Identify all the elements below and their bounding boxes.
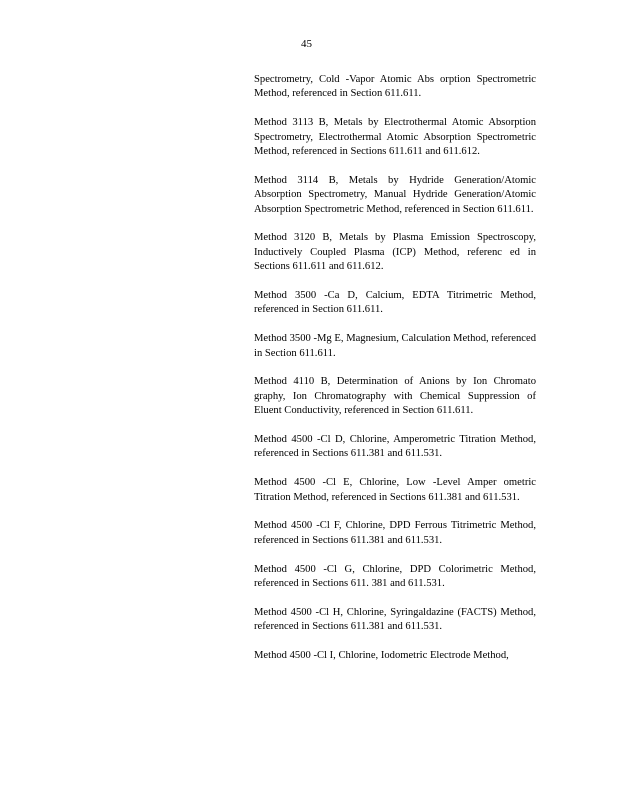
paragraph-method-4500-cl-d: Method 4500 -Cl D, Chlorine, Amperometric Titration Method, referenced in Sections 611.381 and 611.531. [254,434,536,460]
paragraph-method-4500-cl-g: Method 4500 -Cl G, Chlorine, DPD Colorimetric Method, referenced in Sections 611. 381 and 611.531. [254,563,536,590]
paragraph-method-3500-mg-e: Method 3500 -Mg E, Magnesium, Calculation Method, referenced in Section 611.611. [254,333,536,359]
document-body [254,73,536,663]
paragraph-method-3114b: Method 3114 B, Metals by Hydride Generation/Atomic Absorption Spectrometry, Manual Hydride Generation/Atomic Absorption Spectrometric Method, referenced in Section 611.611. [254,174,536,215]
paragraph-method-4500-cl-f: Method 4500 -Cl F, Chlorine, DPD Ferrous Titrimetric Method, referenced in Sections 611.381 and 611.531. [254,520,536,546]
paragraph-method-4110b: Method 4110 B, Determination of Anions by Ion Chromato graphy, Ion Chromatography with Chemical Suppression of Eluent Conductivity, referenced in Section 611.611. [254,376,536,417]
paragraph-method-3500-ca-d: Method 3500 -Ca D, Calcium, EDTA Titrimetric Method, referenced in Section 611.611. [254,290,536,316]
paragraph-method-4500-cl-i: Method 4500 -Cl I, Chlorine, Iodometric Electrode Method, [254,650,509,662]
paragraph-cold-vapor-continuation: Spectrometry, Cold -Vapor Atomic Abs orption Spectrometric Method, referenced in Section 611.611. [254,74,536,100]
paragraph-method-3120b: Method 3120 B, Metals by Plasma Emission Spectroscopy, Inductively Coupled Plasma (ICP) Method, referenc ed in Sections 611.611 and 611.612. [254,232,536,273]
paragraph-method-4500-cl-h: Method 4500 -Cl H, Chlorine, Syringaldazine (FACTS) Method, referenced in Sections 611.381 and 611.531. [254,606,536,633]
paragraph-method-3113b: Method 3113 B, Metals by Electrothermal Atomic Absorption Spectrometry, Electrothermal Atomic Absorption Spectrometric Method, referenced in Sections 611.611 and 611.612. [254,117,536,158]
paragraph-method-4500-cl-e: Method 4500 -Cl E, Chlorine, Low -Level Amper ometric Titration Method, referenced in Sections 611.381 and 611.531. [254,477,536,503]
page-number: 45 [301,38,312,50]
